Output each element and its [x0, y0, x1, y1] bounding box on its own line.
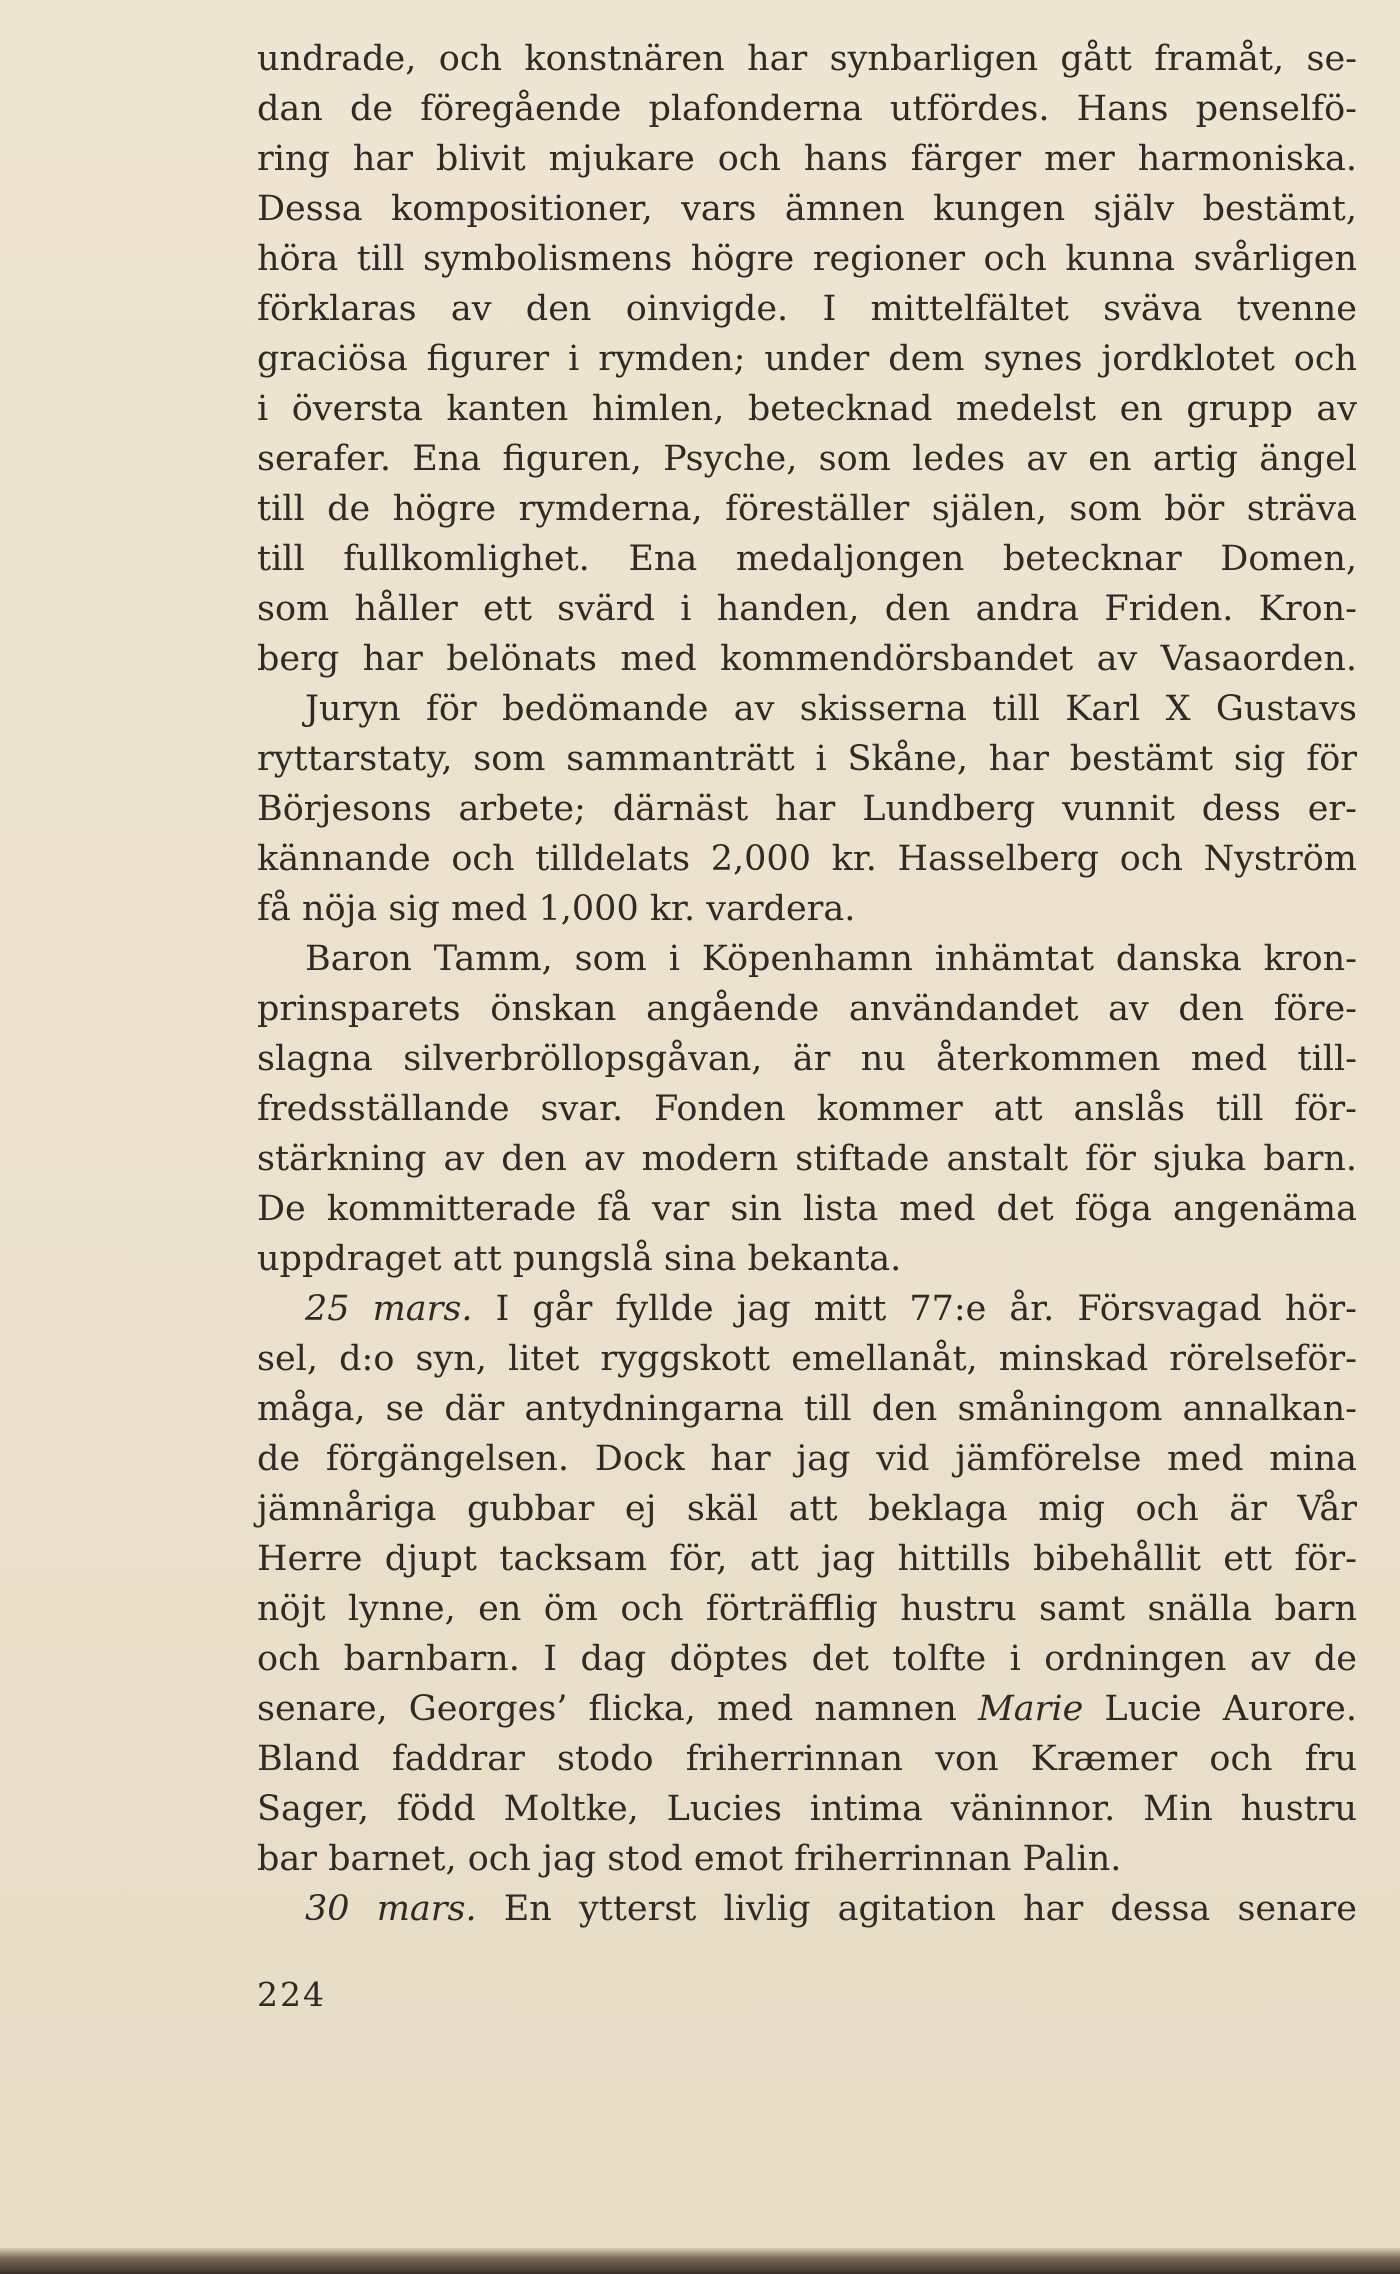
- italic-name: Marie: [977, 1689, 1084, 1729]
- text-line: Juryn för bedömande av skisserna till Karl X Gustavs: [305, 689, 1357, 729]
- text-segment: senare, Georges’ flicka, med namnen: [257, 1689, 978, 1729]
- text-line: i översta kanten himlen, betecknad medelst en grupp av: [257, 389, 1357, 429]
- text-line: och barnbarn. I dag döptes det tolfte i ordningen av de: [257, 1639, 1357, 1679]
- text-line: de förgängelsen. Dock har jag vid jämförelse med mina: [257, 1439, 1357, 1479]
- text-line: jämnåriga gubbar ej skäl att beklaga mig och är Vår: [257, 1489, 1357, 1529]
- text-line: prinsparets önskan angående användandet av den före-: [257, 989, 1357, 1029]
- text-line: Baron Tamm, som i Köpenhamn inhämtat danska kron-: [305, 939, 1357, 979]
- entry-date: 25 mars.: [305, 1289, 473, 1329]
- text-line-with-italic: [257, 1684, 1357, 1734]
- text-line: till de högre rymderna, föreställer själen, som bör sträva: [257, 489, 1357, 529]
- entry-text: En ytterst livlig agitation har dessa senare: [503, 1889, 1357, 1929]
- text-line: fredsställande svar. Fonden kommer att anslås till för-: [257, 1089, 1357, 1129]
- text-line: De kommitterade få var sin lista med det föga angenäma: [257, 1189, 1357, 1229]
- text-line: ring har blivit mjukare och hans färger mer harmoniska.: [257, 139, 1357, 179]
- entry-text: I går fyllde jag mitt 77:e år. Försvagad hör-: [495, 1289, 1357, 1329]
- text-line: kännande och tilldelats 2,000 kr. Hasselberg och Nyström: [257, 839, 1357, 879]
- text-line: stärkning av den av modern stiftade anstalt för sjuka barn.: [257, 1139, 1357, 1179]
- page-number: 224: [257, 1975, 326, 2014]
- text-line: graciösa figurer i rymden; under dem synes jordklotet och: [257, 339, 1357, 379]
- dated-entry-line: [257, 1884, 1357, 1934]
- text-line: ryttarstaty, som sammanträtt i Skåne, har bestämt sig för: [257, 739, 1357, 779]
- text-line: Sager, född Moltke, Lucies intima väninnor. Min hustru: [257, 1789, 1357, 1829]
- text-line: uppdraget att pungslå sina bekanta.: [257, 1239, 902, 1279]
- text-line: till fullkomlighet. Ena medaljongen betecknar Domen,: [257, 539, 1357, 579]
- text-line: berg har belönats med kommendörsbandet av Vasaorden.: [257, 639, 1357, 679]
- text-line: Bland faddrar stodo friherrinnan von Kræmer och fru: [257, 1739, 1357, 1779]
- text-line: Dessa kompositioner, vars ämnen kungen själv bestämt,: [257, 189, 1357, 229]
- text-line: dan de föregående plafonderna utfördes. Hans penselfö-: [257, 89, 1357, 129]
- text-line: sel, d:o syn, litet ryggskott emellanåt, minskad rörelseför-: [257, 1339, 1357, 1379]
- dated-entry-line: [257, 1284, 1357, 1334]
- entry-date: 30 mars.: [305, 1889, 477, 1929]
- text-line: bar barnet, och jag stod emot friherrinnan Palin.: [257, 1839, 1122, 1879]
- text-line: undrade, och konstnären har synbarligen gått framåt, se-: [257, 39, 1357, 79]
- text-line: förklaras av den oinvigde. I mittelfältet sväva tvenne: [257, 289, 1357, 329]
- text-line: slagna silverbröllopsgåvan, är nu återkommen med till-: [257, 1039, 1357, 1079]
- text-line: som håller ett svärd i handen, den andra Friden. Kron-: [257, 589, 1357, 629]
- page-bottom-edge: [0, 2248, 1400, 2274]
- text-segment: Lucie Aurore.: [1104, 1689, 1358, 1729]
- text-line: Herre djupt tacksam för, att jag hittills bibehållit ett för-: [257, 1539, 1357, 1579]
- text-line: måga, se där antydningarna till den småningom annalkan-: [257, 1389, 1357, 1429]
- text-line: serafer. Ena figuren, Psyche, som ledes av en artig ängel: [257, 439, 1357, 479]
- body-text: [257, 34, 1357, 1934]
- text-line: höra till symbolismens högre regioner och kunna svårligen: [257, 239, 1357, 279]
- text-line: Börjesons arbete; därnäst har Lundberg vunnit dess er-: [257, 789, 1357, 829]
- text-line: nöjt lynne, en öm och förträfflig hustru samt snälla barn: [257, 1589, 1357, 1629]
- text-line: få nöja sig med 1,000 kr. vardera.: [257, 889, 856, 929]
